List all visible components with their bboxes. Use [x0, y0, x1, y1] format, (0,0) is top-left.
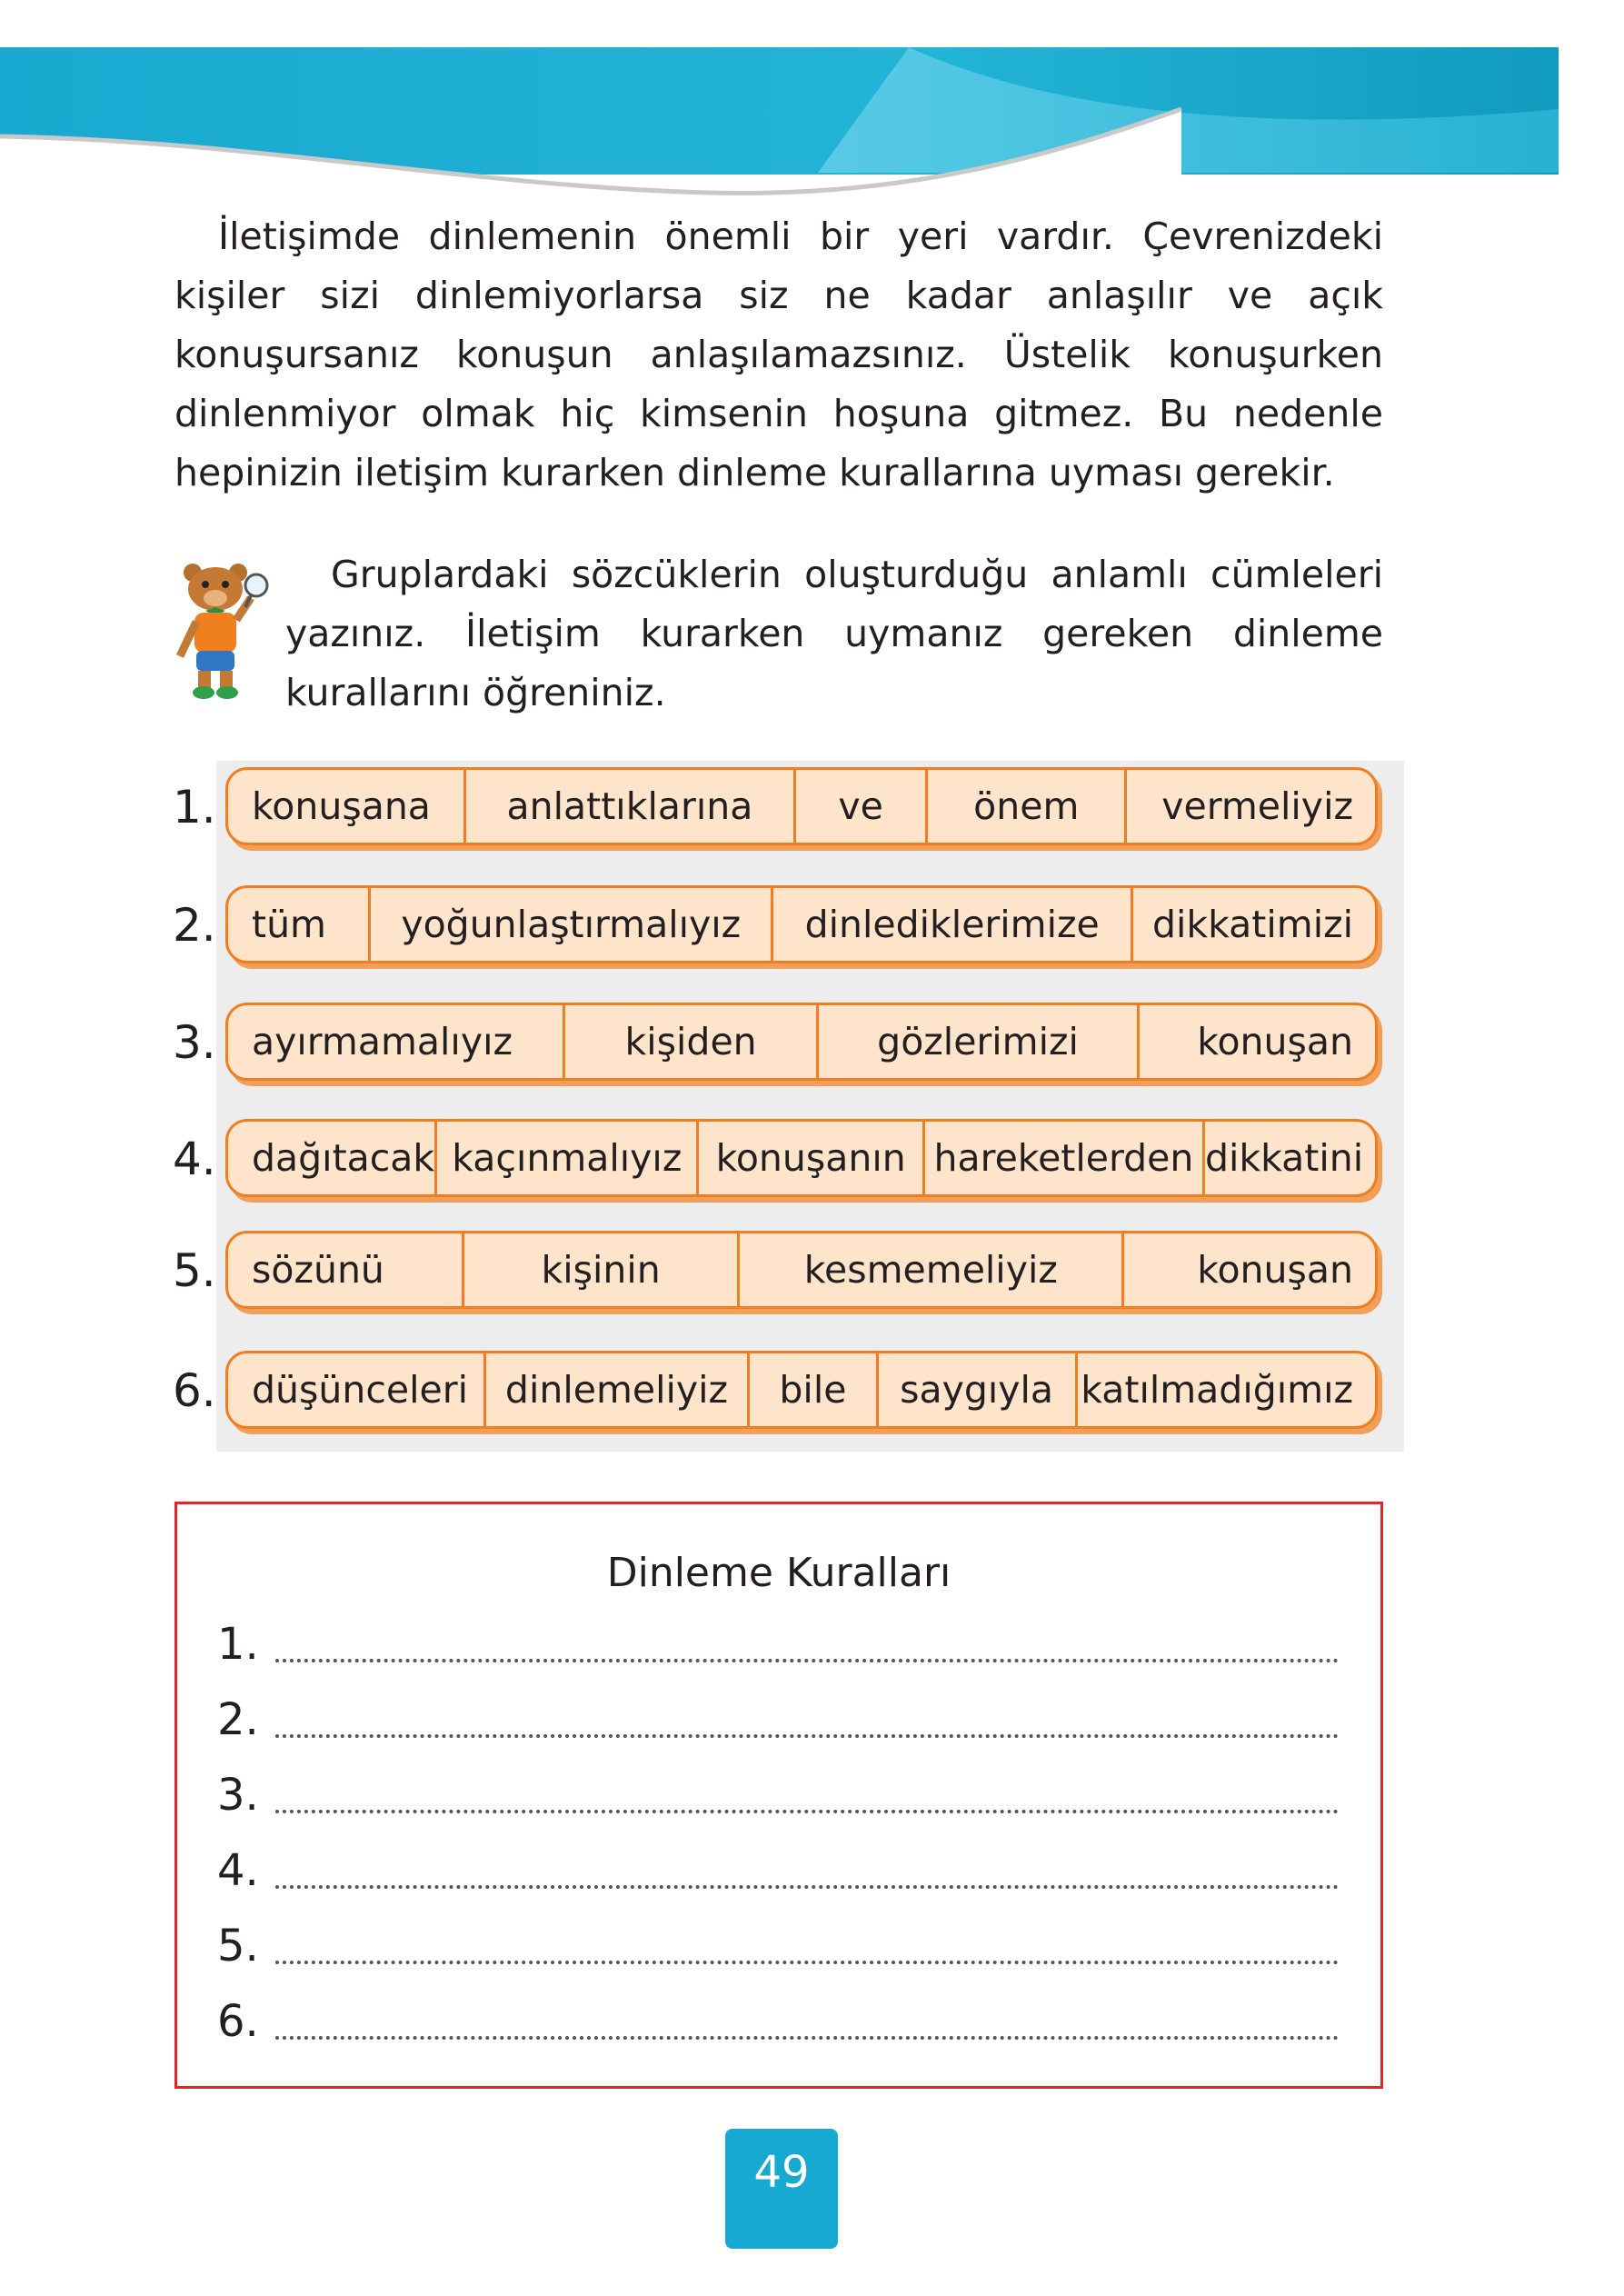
word-cell: dinlediklerimize — [771, 888, 1131, 961]
word-cell: sözünü — [252, 1248, 384, 1292]
rule-number: 6. — [217, 1996, 259, 2047]
word-group-row — [0, 885, 1418, 969]
word-cell: düşünceleri — [252, 1368, 468, 1412]
word-cell: konuşan — [1121, 1233, 1375, 1306]
word-group-row — [0, 767, 1418, 851]
word-cell: yoğunlaştırmalıyız — [368, 888, 771, 961]
rule-answer-line[interactable] — [217, 1692, 1339, 1747]
word-cell: anlattıklarına — [463, 770, 793, 843]
rule-answer-line[interactable] — [217, 1994, 1339, 2049]
dotted-line — [275, 1961, 1339, 1964]
word-group-row — [0, 1351, 1418, 1434]
word-cell: saygıyla — [876, 1353, 1075, 1426]
word-cell: dağıtacak — [252, 1136, 435, 1180]
intro-paragraph: İletişimde dinlemenin önemli bir yeri vardır. Çevrenizdeki kişiler sizi dinlemiyorlarsa siz ne kadar anlaşılır ve açık konuşursanız konuşun anlaşılamazsınız. Üstelik konuşurken dinlenmiyor olmak hiç kimsenin hoşuna gitmez. Bu nedenle hepinizin iletişim kurarken dinleme kurallarına uyması gerekir. — [174, 215, 1383, 494]
word-cell: bile — [747, 1353, 875, 1426]
page-number-badge: 49 — [725, 2129, 838, 2249]
word-cell: kesmemeliyiz — [737, 1233, 1121, 1306]
rule-answer-line[interactable] — [217, 1919, 1339, 1973]
word-cell: kişinin — [462, 1233, 738, 1306]
instruction-text: Gruplardaki sözcüklerin oluşturduğu anlamlı cümleleri yazınız. İletişim kurarken uymanız gereken dinleme kurallarını öğreniniz. — [285, 553, 1383, 714]
word-groups-panel — [216, 761, 1404, 1452]
group-number: 4. — [173, 1133, 216, 1185]
word-cell: kişiden — [563, 1005, 816, 1078]
word-strip — [225, 1119, 1378, 1197]
group-number: 5. — [173, 1244, 216, 1297]
word-cell: kaçınmalıyız — [434, 1122, 696, 1194]
word-cell: vermeliyiz — [1124, 770, 1375, 843]
group-number: 6. — [173, 1364, 216, 1417]
dotted-line — [275, 1659, 1339, 1662]
word-cell: dikkatini — [1202, 1122, 1375, 1194]
listening-rules-box — [174, 1502, 1383, 2089]
word-cell: dikkatimizi — [1131, 888, 1375, 961]
dotted-line — [275, 1810, 1339, 1813]
word-strip — [225, 1351, 1378, 1429]
group-number: 2. — [173, 899, 216, 952]
word-strip — [225, 885, 1378, 963]
word-cell: hareketlerden — [922, 1122, 1202, 1194]
word-strip — [225, 1231, 1378, 1309]
word-cell: gözlerimizi — [816, 1005, 1137, 1078]
word-group-row — [0, 1119, 1418, 1203]
word-cell: ve — [793, 770, 925, 843]
word-strip — [225, 1003, 1378, 1081]
rules-title: Dinleme Kuralları — [606, 1550, 951, 1596]
word-cell: tüm — [252, 903, 326, 946]
header-wave-banner — [0, 0, 1624, 209]
rule-number: 2. — [217, 1694, 259, 1745]
word-cell: konuşana — [252, 784, 431, 828]
group-number: 1. — [173, 781, 216, 834]
dotted-line — [275, 2036, 1339, 2040]
word-cell: dinlemeliyiz — [483, 1353, 748, 1426]
rule-answer-line[interactable] — [217, 1768, 1339, 1822]
dotted-line — [275, 1734, 1339, 1738]
bear-mascot-icon — [171, 556, 273, 702]
rule-answer-line[interactable] — [217, 1617, 1339, 1672]
rule-number: 5. — [217, 1921, 259, 1972]
word-cell: konuşanın — [696, 1122, 922, 1194]
word-cell: ayırmamalıyız — [252, 1020, 513, 1063]
word-group-row — [0, 1231, 1418, 1314]
word-cell: önem — [925, 770, 1124, 843]
rule-answer-line[interactable] — [217, 1843, 1339, 1898]
word-strip — [225, 767, 1378, 845]
rule-number: 4. — [217, 1845, 259, 1896]
group-number: 3. — [173, 1016, 216, 1069]
rule-number: 1. — [217, 1619, 259, 1670]
word-group-row — [0, 1003, 1418, 1086]
word-cell: konuşan — [1137, 1005, 1375, 1078]
dotted-line — [275, 1885, 1339, 1889]
rule-number: 3. — [217, 1770, 259, 1821]
word-cell: katılmadığımız — [1075, 1353, 1375, 1426]
